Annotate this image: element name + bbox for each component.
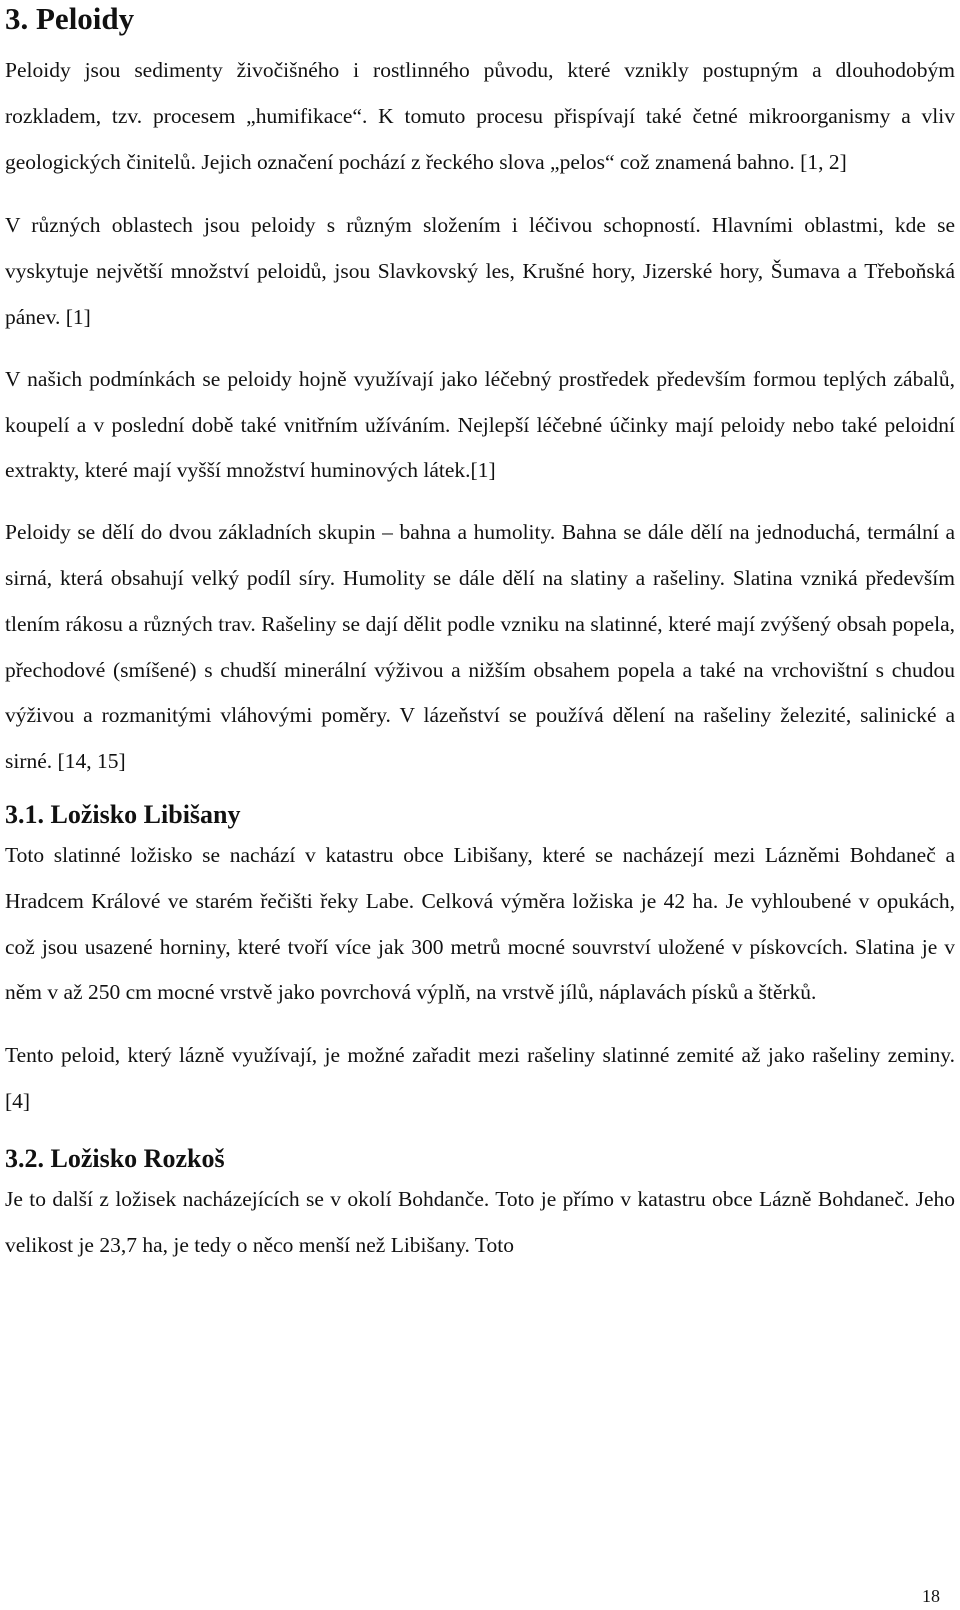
section-heading-rozkos: 3.2. Ložisko Rozkoš [5,1143,225,1173]
paragraph-usage: V našich podmínkách se peloidy hojně využívají jako léčebný prostředek především formou teplých zábalů, koupelí a v poslední době také vnitřním užíváním. Nejlepší léčebné účinky mají peloidy nebo také peloidní extrakty, které mají vyšší množství huminových látek.[1] [5,366,955,483]
page-number: 18 [922,1586,940,1606]
section-heading-libisany: 3.1. Ložisko Libišany [5,799,241,829]
paragraph-classification: Peloidy se dělí do dvou základních skupin – bahna a humolity. Bahna se dále dělí na jednoduchá, termální a sirná, která obsahují velký podíl síry. Humolity se dále dělí na slatiny a rašeliny. Slatina vzniká především tlením rákosu a různých trav. Rašeliny se dají dělit podle vzniku na slatinné, které mají zvýšený obsah popela, přechodové (smíšené) s chudší minerální výživou a nižším obsahem popela a také na vrchovištní s chudou výživou a rozmanitými vláhovými poměry. V lázeňství se používá dělení na rašeliny železité, salinické a sirné. [14, 15] [5,520,955,774]
paragraph-intro: Peloidy jsou sedimenty živočišného i rostlinného původu, které vznikly postupným a dlouhodobým rozkladem, tzv. procesem „humifikace“. K tomuto procesu přispívají také četné mikroorganismy a vliv geologických činitelů. Jejich označení pochází z řeckého slova „pelos“ což znamená bahno. [1, 2] [5,58,955,174]
document-page [5,0,955,1268]
paragraph-rozkos-description: Je to další z ložisek nacházejících se v okolí Bohdanče. Toto je přímo v katastru obce Lázně Bohdaneč. Jeho velikost je 23,7 ha, je tedy o něco menší než Libišany. Toto [5,1186,955,1257]
paragraph-regions: V různých oblastech jsou peloidy s různým složením i léčivou schopností. Hlavními oblastmi, kde se vyskytuje největší množství peloidů, jsou Slavkovský les, Krušné hory, Jizerské hory, Šumava a Třeboňská pánev. [1] [5,213,955,329]
paragraph-libisany-peloid: Tento peloid, který lázně využívají, je možné zařadit mezi rašeliny slatinné zemité až jako rašeliny zeminy. [4] [5,1043,955,1113]
chapter-heading: 3. Peloidy [5,1,135,36]
paragraph-libisany-description: Toto slatinné ložisko se nachází v katastru obce Libišany, které se nacházejí mezi Lázněmi Bohdaneč a Hradcem Králové ve starém řečišti řeky Labe. Celková výměra ložiska je 42 ha. Je vyhloubené v opukách, což jsou usazené horniny, které tvoří více jak 300 metrů mocné souvrství uložené v pískovcích. Slatina je v něm v až 250 cm mocné vrstvě jako povrchová výplň, na vrstvě jílů, náplavách písků a štěrků. [5,842,955,1005]
